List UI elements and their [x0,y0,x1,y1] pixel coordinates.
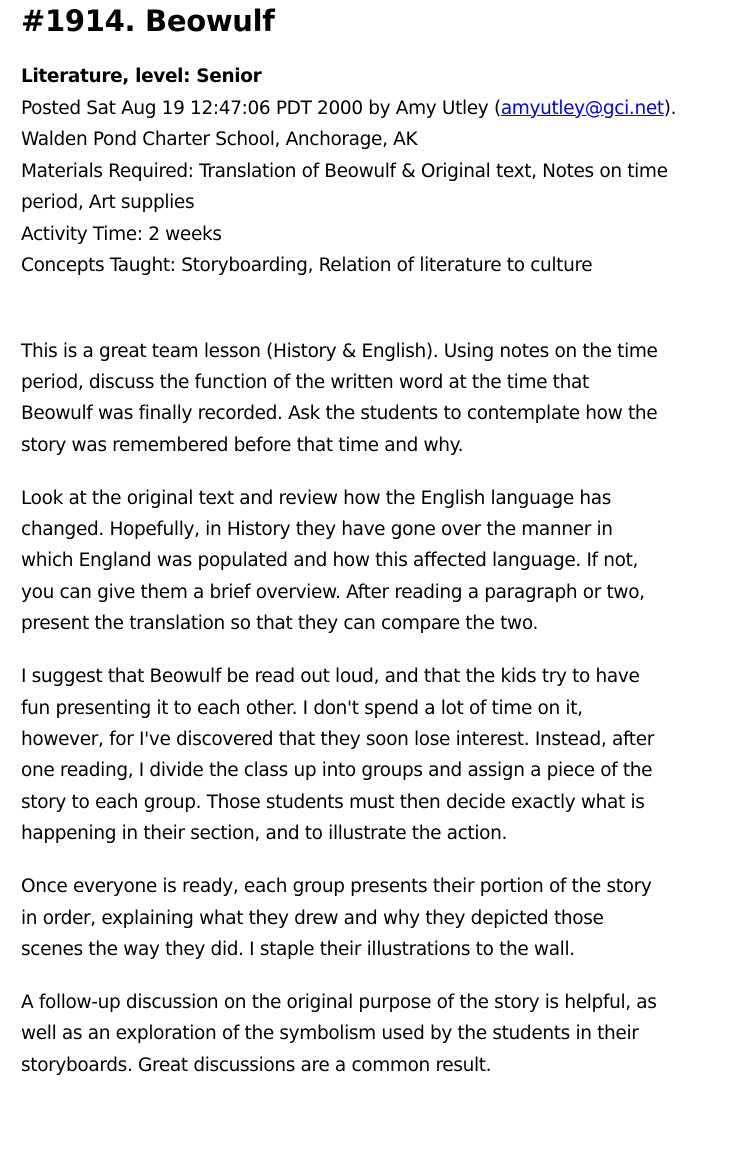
subject-level: Literature, level: Senior [21,66,262,87]
activity-time-line: Activity Time: 2 weeks [21,223,222,245]
posted-line [21,93,720,125]
paragraph: Once everyone is ready, each group presents their portion of the story in order, explaining what they drew and why they depicted those scenes the way they did. I staple their illustrations to the wall. [21,876,652,960]
page-title: #1914. Beowulf [21,4,275,38]
paragraph: A follow-up discussion on the original purpose of the story is helpful, as well as an exploration of the symbolism used by the students in their storyboards. Great discussions are a common result. [21,991,657,1076]
author-email-link[interactable]: amyutley@gci.net [500,97,664,119]
paragraph: This is a great team lesson (History & English). Using notes on the time period, discuss the function of the written word at the time that Beowulf was finally recorded. Ask the students to contemplate how the story was remembered before that time and why. [21,340,658,456]
school-line: Walden Pond Charter School, Anchorage, AK [21,129,418,150]
lesson-body [21,336,661,1082]
paragraph: Look at the original text and review how the English language has changed. Hopefully, in History they have gone over the manner in which England was populated and how this affected language. If not, you can give them a brief overview. After reading a paragraph or two, present the translation so that they can compare the two. [21,487,645,635]
concepts-line: Concepts Taught: Storyboarding, Relation of literature to culture [21,255,593,276]
lesson-metadata [21,61,720,282]
paragraph: I suggest that Beowulf be read out loud, and that the kids try to have fun presenting it to each other. I don't spend a lot of time on it, however, for I've discovered that they soon lose interest. Instead, after one reading, I divide the class up into groups and assign a piece of the story to each group. Those students must then decide exactly what is happening in their section, and to illustrate the action. [21,666,654,845]
posted-suffix: ). [663,97,677,119]
posted-prefix: Posted Sat Aug 19 12:47:06 PDT 2000 by Amy Utley ( [21,97,501,119]
materials-line: Materials Required: Translation of Beowulf & Original text, Notes on time period, Art supplies [21,160,668,213]
